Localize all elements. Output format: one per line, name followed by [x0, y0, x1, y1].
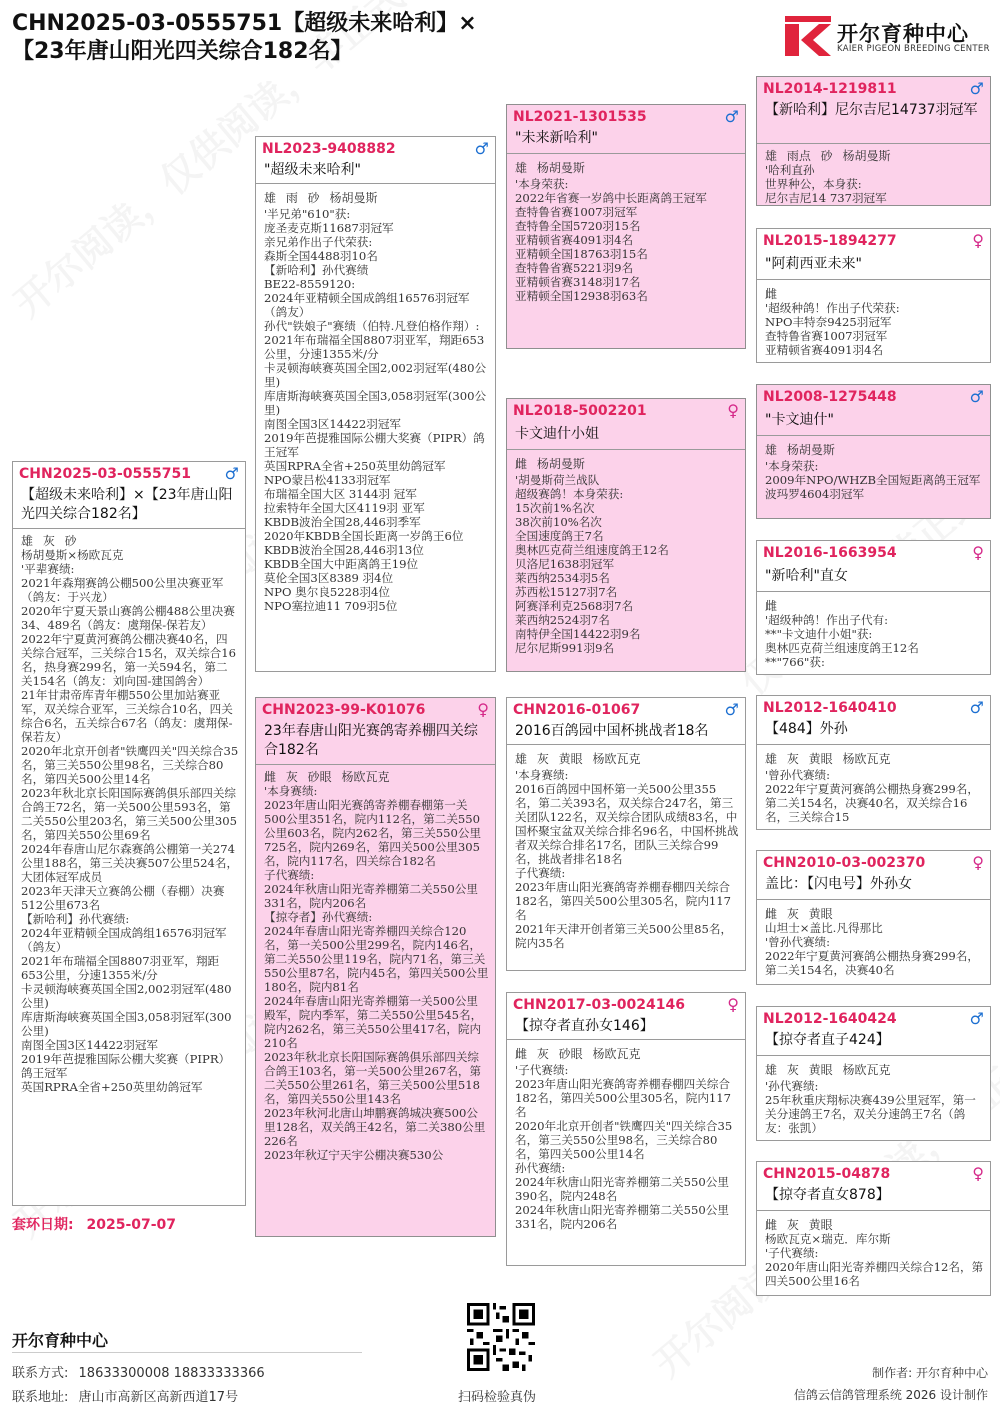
pigeon-attributes: 雄 杨胡曼斯 — [765, 443, 835, 457]
pigeon-record: '本身荣获: 2022年省赛一岁鸽中长距离鸽王冠军 查特鲁省赛1007羽冠军 查特鲁全国5720羽15名 亚精顿省赛4091羽4名 亚精顿全国18763羽15名 查特鲁省赛5221羽9名 亚精顿省赛3148羽17名 亚精顿全国12938羽63名 — [515, 177, 707, 303]
divider — [256, 764, 495, 765]
pigeon-name: 2016百鸽园中国杯挑战者18名 — [515, 723, 709, 739]
female-icon: ♀ — [477, 700, 489, 719]
pigeon-name: 盖比：【闪电号】外孙女 — [765, 876, 912, 892]
pigeon-record: '子代赛绩: 2023年唐山阳光赛鸽寄养棚春棚四关综合182名，第四关500公里305名，院内117名 2020年北京开创者"铁鹰四关"四关综合35名，第三关550公里98名，三关综合80名，第四关500公里14名 孙代赛绩: 2024年秋唐山阳光寄养棚第二关550公里390名，院内248名 2024年秋唐山阳光寄养棚第二关550公里331名，院内206名 — [515, 1063, 733, 1231]
pigeon-attributes: 雌 — [765, 599, 778, 613]
ring-number: CHN2025-03-0555751 — [19, 466, 191, 482]
ring-number: NL2008-1275448 — [763, 389, 897, 405]
pigeon-record: '超级种鸽！作出子代有: **"卡文迪什小姐"获: 奥林匹克荷兰组速度鸽王12名 **"766"获: — [765, 613, 919, 669]
company-logo — [785, 14, 990, 62]
card-sire-sire-dam[interactable] — [756, 228, 991, 363]
pigeon-record: '超级种鸽！作出子代荣获: NPO丰特奈9425羽冠军 查特鲁省赛1007羽冠军 亚精顿省赛4091羽4名 — [765, 301, 900, 357]
pigeon-name: 【掠夺者直女878】 — [765, 1187, 890, 1203]
pigeon-name: "卡文迪什" — [765, 412, 834, 428]
pigeon-attributes: 雄 雨 砂 杨胡曼斯 — [264, 191, 378, 205]
male-icon: ♂ — [969, 1009, 984, 1028]
contact-label: 联系方式: — [12, 1366, 69, 1381]
footer-divider — [12, 1352, 362, 1353]
pigeon-name: 【掠夺者直孙女146】 — [515, 1018, 654, 1034]
pigeon-record: '孙代赛绩: 25年秋重庆翔标决赛439公里冠军，第一关分速鸽王7名，双关分速鸽王7名（鸽友：张凯） — [765, 1079, 976, 1135]
pigeon-record: '本身赛绩: 2023年唐山阳光赛鸽寄养棚春棚第一关500公里351名，院内112名，第二关550公里603名，院内262名，第三关550公里725名，院内269名，第四关500公里305名，院内117名，四关综合182名 子代赛绩: 2024年秋唐山阳光寄养棚第二关550公里331名，院内206名 【掠夺者】孙代赛绩: 2024年春唐山阳光寄养棚四关综合120名，第一关500公里299名，院内146名，第二关550公里119名，院内71名，第三关550公里87名，院内45名，第四关500公里180名，院内81名 2024年春唐山阳光寄养棚第一关500公里殿军，院内季军，第二关550公里545名，院内262名，第三关550公里417名，院内210名 2023年秋北京长阳国际赛鸽俱乐部四关综合鸽王103名，第一关500公里267名，第二关550公里261名，第三关500公里518名，第四关550公里143名 2023年秋河北唐山坤鹏赛鸽城决赛500公里128名，双关鸽王42名，第二关380公里226名 2023年秋辽宁天宇公棚决赛530公 — [264, 784, 489, 1162]
ring-number: CHN2015-04878 — [763, 1166, 891, 1182]
divider — [507, 1039, 745, 1040]
card-sire-sire-sire[interactable] — [756, 76, 991, 206]
male-icon: ♂ — [969, 79, 984, 98]
card-dam[interactable] — [255, 697, 496, 1237]
pigeon-attributes: 雄 灰 黄眼 杨欧瓦克 — [765, 1063, 891, 1077]
divider — [757, 1210, 990, 1211]
footer-contact — [12, 1362, 265, 1381]
pigeon-name: "新哈利"直女 — [765, 568, 848, 584]
ring-number: NL2016-1663954 — [763, 545, 897, 561]
pigeon-record: '哈利直孙 世界种公，本身获: 尼尔吉尼14 737羽冠军 — [765, 163, 887, 205]
pigeon-name: 【超级未来哈利】×【23年唐山阳光四关综合182名】 — [21, 487, 233, 522]
ring-date — [12, 1214, 176, 1234]
pigeon-attributes: 雌 灰 砂眼 杨欧瓦克 — [264, 770, 390, 784]
ring-number: NL2023-9408882 — [262, 141, 396, 157]
logo-name-cn: 开尔育种中心 — [837, 22, 969, 46]
pedigree-title: CHN2025-03-0555751【超级未来哈利】×【23年唐山阳光四关综合182名】 — [12, 11, 477, 64]
card-sire-dam-dam[interactable] — [756, 540, 991, 675]
male-icon: ♂ — [474, 139, 489, 158]
ring-number: CHN2017-03-0024146 — [513, 997, 685, 1013]
ring-number: NL2012-1640410 — [763, 700, 897, 716]
pigeon-record: '本身荣获: 2009年NPO/WHZB全国短距离鸽王冠军 波玛罗4604羽冠军 — [765, 459, 981, 501]
ring-number: NL2018-5002201 — [513, 403, 647, 419]
pigeon-name: "未来新哈利" — [515, 130, 598, 146]
divider — [507, 449, 745, 450]
pigeon-record: '曾孙代赛绩: 2022年宁夏黄河赛鸽公棚热身赛299名，第二关154名，决赛40名，双关综合16名，三关综合15 — [765, 768, 979, 824]
divider — [757, 899, 990, 900]
pigeon-name: 【新哈利】尼尔吉尼14737羽冠军 — [765, 102, 978, 118]
ring-date-value: 2025-07-07 — [86, 1217, 177, 1233]
pigeon-attributes: 雌 灰 黄眼 — [765, 1218, 833, 1232]
card-subject[interactable] — [12, 461, 246, 1206]
pigeon-name: "阿莉西亚未来" — [765, 256, 862, 272]
divider — [757, 591, 990, 592]
divider — [757, 279, 990, 280]
male-icon: ♂ — [724, 700, 739, 719]
footer-system: 信鸽云信鸽管理系统 2026 设计制作 — [793, 1388, 988, 1402]
ring-number: NL2021-1301535 — [513, 109, 647, 125]
contact-value[interactable]: 18633300008 18833333366 — [78, 1366, 265, 1381]
pigeon-attributes: 雌 — [765, 287, 778, 301]
divider — [757, 435, 990, 436]
divider — [256, 183, 495, 184]
female-icon: ♀ — [972, 543, 984, 562]
male-icon: ♂ — [969, 698, 984, 717]
qr-code-icon[interactable] — [467, 1303, 535, 1371]
ring-number: NL2015-1894277 — [763, 233, 897, 249]
pigeon-record: 杨欧瓦克×瑞克．库尔斯 '子代赛绩: 2020年唐山阳光寄养棚四关综合12名，第四关500公里16名 — [765, 1232, 984, 1288]
female-icon: ♀ — [972, 1164, 984, 1183]
pigeon-record: '半兄弟"610"获: 庞圣麦克斯11687羽冠军 亲兄弟作出子代荣获: 森斯全国4488羽10名 【新哈利】孙代赛绩 BE22-8559120: 2024年亚精顿全国成鸽组16576羽冠军（鸽友） 孙代"铁娘子"赛绩（伯特.凡登伯格作翔）: 2021年布瑞福全国8807羽亚军，翔距653公里，分速1355米/分 卡灵顿海峡赛英国全国2,002羽冠军(480公里) 库唐斯海峡赛英国全国3,058羽冠军(300公里) 南图全国3区14422羽冠军 2019年芭提雅国际公棚大奖赛（PIPR）鸽王冠军 英国RPRA全省+250英里幼鸽冠军 NPO蒙吕松4133羽冠军 布瑞福全国大区 3144羽 冠军 拉索特年全国大区4119羽 亚军 KBDB波治全国28,446羽季军 2020年KBDB全国长距离一岁鸽王6位 KBDB波治全国28,446羽13位 KBDB全国大中距离鸽王19位 莫伦全国3区8389 羽4位 NPO 奥尔良5228羽4位 NPO塞拉迪11 709羽5位 — [264, 207, 487, 613]
ring-number: CHN2010-03-002370 — [763, 855, 926, 871]
female-icon: ♀ — [727, 401, 739, 420]
pigeon-record: 杨胡曼斯×杨欧瓦克 '平辈赛绩: 2021年森翔赛鸽公棚500公里决赛亚军（鸽友：于兴龙） 2020年宁夏天景山赛鸽公棚488公里决赛34、489名（鸽友：虞翔保-保若友） 2022年宁夏黄河赛鸽公棚决赛40名，四关综合冠军，三关综合15名，双关综合16名，热身赛299名，第一关594名，第二关154名（鸽友：刘向国-建国鸽舍） 21年甘肃帝库青年棚550公里加站赛亚军，双关综合亚军，三关综合10名，四关综合6名，五关综合67名（鸽友：虞翔保-保若友） 2020年北京开创者"铁鹰四关"四关综合35名，第三关550公里98名，三关综合80名，第四关500公里14名 2023年秋北京长阳国际赛鸽俱乐部四关综合鸽王72名，第一关500公里593名，第二关550公里203名，第三关500公里305名，第四关550公里69名 2024年春唐山尼尔森赛鸽公棚第一关274公里188名，第三关决赛507公里524名，大团体冠军成员 2023年天津天立赛鸽公棚（春棚）决赛512公里673名 【新哈利】孙代赛绩: 2024年亚精顿全国成鸽组16576羽冠军（鸽友） 2021年布瑞福全国8807羽亚军，翔距653公里，分速1355米/分 卡灵顿海峡赛英国全国2,002羽冠军(480公里) 库唐斯海峡赛英国全国3,058羽冠军(300公里) 南图全国3区14422羽冠军 2019年芭提雅国际公棚大奖赛（PIPR）鸽王冠军 英国RPRA全省+250英里幼鸽冠军 — [21, 548, 239, 1094]
divider — [13, 528, 245, 529]
divider — [757, 143, 990, 144]
divider — [507, 744, 745, 745]
card-sire-sire[interactable] — [506, 104, 746, 349]
male-icon: ♂ — [969, 387, 984, 406]
pigeon-name: 卡文迪什小姐 — [515, 426, 599, 442]
pigeon-attributes: 雌 灰 黄眼 — [765, 907, 833, 921]
pigeon-attributes: 雌 灰 砂眼 杨欧瓦克 — [515, 1047, 641, 1061]
ring-number: NL2012-1640424 — [763, 1011, 897, 1027]
address-label: 联系地址: — [12, 1390, 69, 1405]
card-dam-sire[interactable] — [506, 697, 746, 971]
pigeon-record: '本身赛绩: 2016百鸽园中国杯第一关500公里355名，第二关393名，双关综合247名，第三关团队122名，双关综合团队成绩83名，中国杯聚宝盆双关综合排名96名，中国杯挑战者双关综合排名17名，团队三关综合99名，挑战者排名18名 子代赛绩: 2023年唐山阳光赛鸽寄养棚春棚四关综合182名，第四关500公里305名，院内117名 2021年天津开创者第三关500公里85名，院内35名 — [515, 768, 739, 950]
divider — [757, 744, 990, 745]
pigeon-attributes: 雄 灰 黄眼 杨欧瓦克 — [515, 752, 641, 766]
ring-number: NL2014-1219811 — [763, 81, 897, 97]
card-dam-dam[interactable] — [506, 992, 746, 1266]
card-sire[interactable] — [255, 136, 496, 672]
pigeon-attributes: 雌 杨胡曼斯 — [515, 457, 585, 471]
pigeon-attributes: 雄 杨胡曼斯 — [515, 161, 585, 175]
pigeon-name: 【484】外孙 — [765, 721, 848, 737]
divider — [507, 153, 745, 154]
card-sire-dam-sire[interactable] — [756, 384, 991, 519]
pigeon-attributes: 雄 雨点 砂 杨胡曼斯 — [765, 149, 891, 163]
female-icon: ♀ — [972, 853, 984, 872]
footer-company: 开尔育种中心 — [12, 1331, 109, 1350]
male-icon: ♂ — [724, 107, 739, 126]
divider — [757, 1055, 990, 1056]
pigeon-attributes: 雄 灰 黄眼 杨欧瓦克 — [765, 752, 891, 766]
ring-date-label: 套环日期: — [12, 1217, 74, 1233]
footer-maker: 制作者: 开尔育种中心 — [872, 1366, 988, 1380]
logo-name-en: KAIER PIGEON BREEDING CENTER — [837, 44, 990, 54]
qr-label: 扫码检验真伪 — [458, 1390, 537, 1405]
pigeon-name: "超级未来哈利" — [264, 162, 361, 178]
female-icon: ♀ — [972, 231, 984, 250]
card-dam-sire-dam[interactable] — [756, 850, 991, 985]
kaier-logo-icon — [785, 16, 831, 56]
card-dam-dam-sire[interactable] — [756, 1006, 991, 1141]
card-dam-dam-dam[interactable] — [756, 1161, 991, 1296]
card-sire-dam[interactable] — [506, 398, 746, 672]
footer-address — [12, 1386, 238, 1405]
pigeon-name: 23年春唐山阳光赛鸽寄养棚四关综合182名 — [264, 723, 478, 758]
female-icon: ♀ — [727, 995, 739, 1014]
pigeon-attributes: 雄 灰 砂 — [21, 534, 77, 548]
pigeon-name: 【掠夺者直子424】 — [765, 1032, 890, 1048]
pigeon-record: '胡曼斯荷兰战队 超级赛鸽！本身荣获: 15次前1%名次 38次前10%名次 全国速度鸽王7名 奥林匹克荷兰组速度鸽王12名 贝洛尼1638羽冠军 莱西纳2534羽5名 苏西松15127羽7名 阿赛泽利克2568羽7名 莱西纳2524羽7名 南特伊全国14422羽9名 尼尔尼斯991羽9名 — [515, 473, 669, 655]
ring-number: CHN2023-99-K01076 — [262, 702, 426, 718]
address-value: 唐山市高新区高新西道17号 — [78, 1390, 239, 1405]
card-dam-sire-sire[interactable] — [756, 695, 991, 830]
pigeon-record: 山坦士×盖比.凡得那比 '曾孙代赛绩: 2022年宁夏黄河赛鸽公棚热身赛299名，第二关154名，决赛40名 — [765, 921, 979, 977]
male-icon: ♂ — [224, 464, 239, 483]
ring-number: CHN2016-01067 — [513, 702, 641, 718]
